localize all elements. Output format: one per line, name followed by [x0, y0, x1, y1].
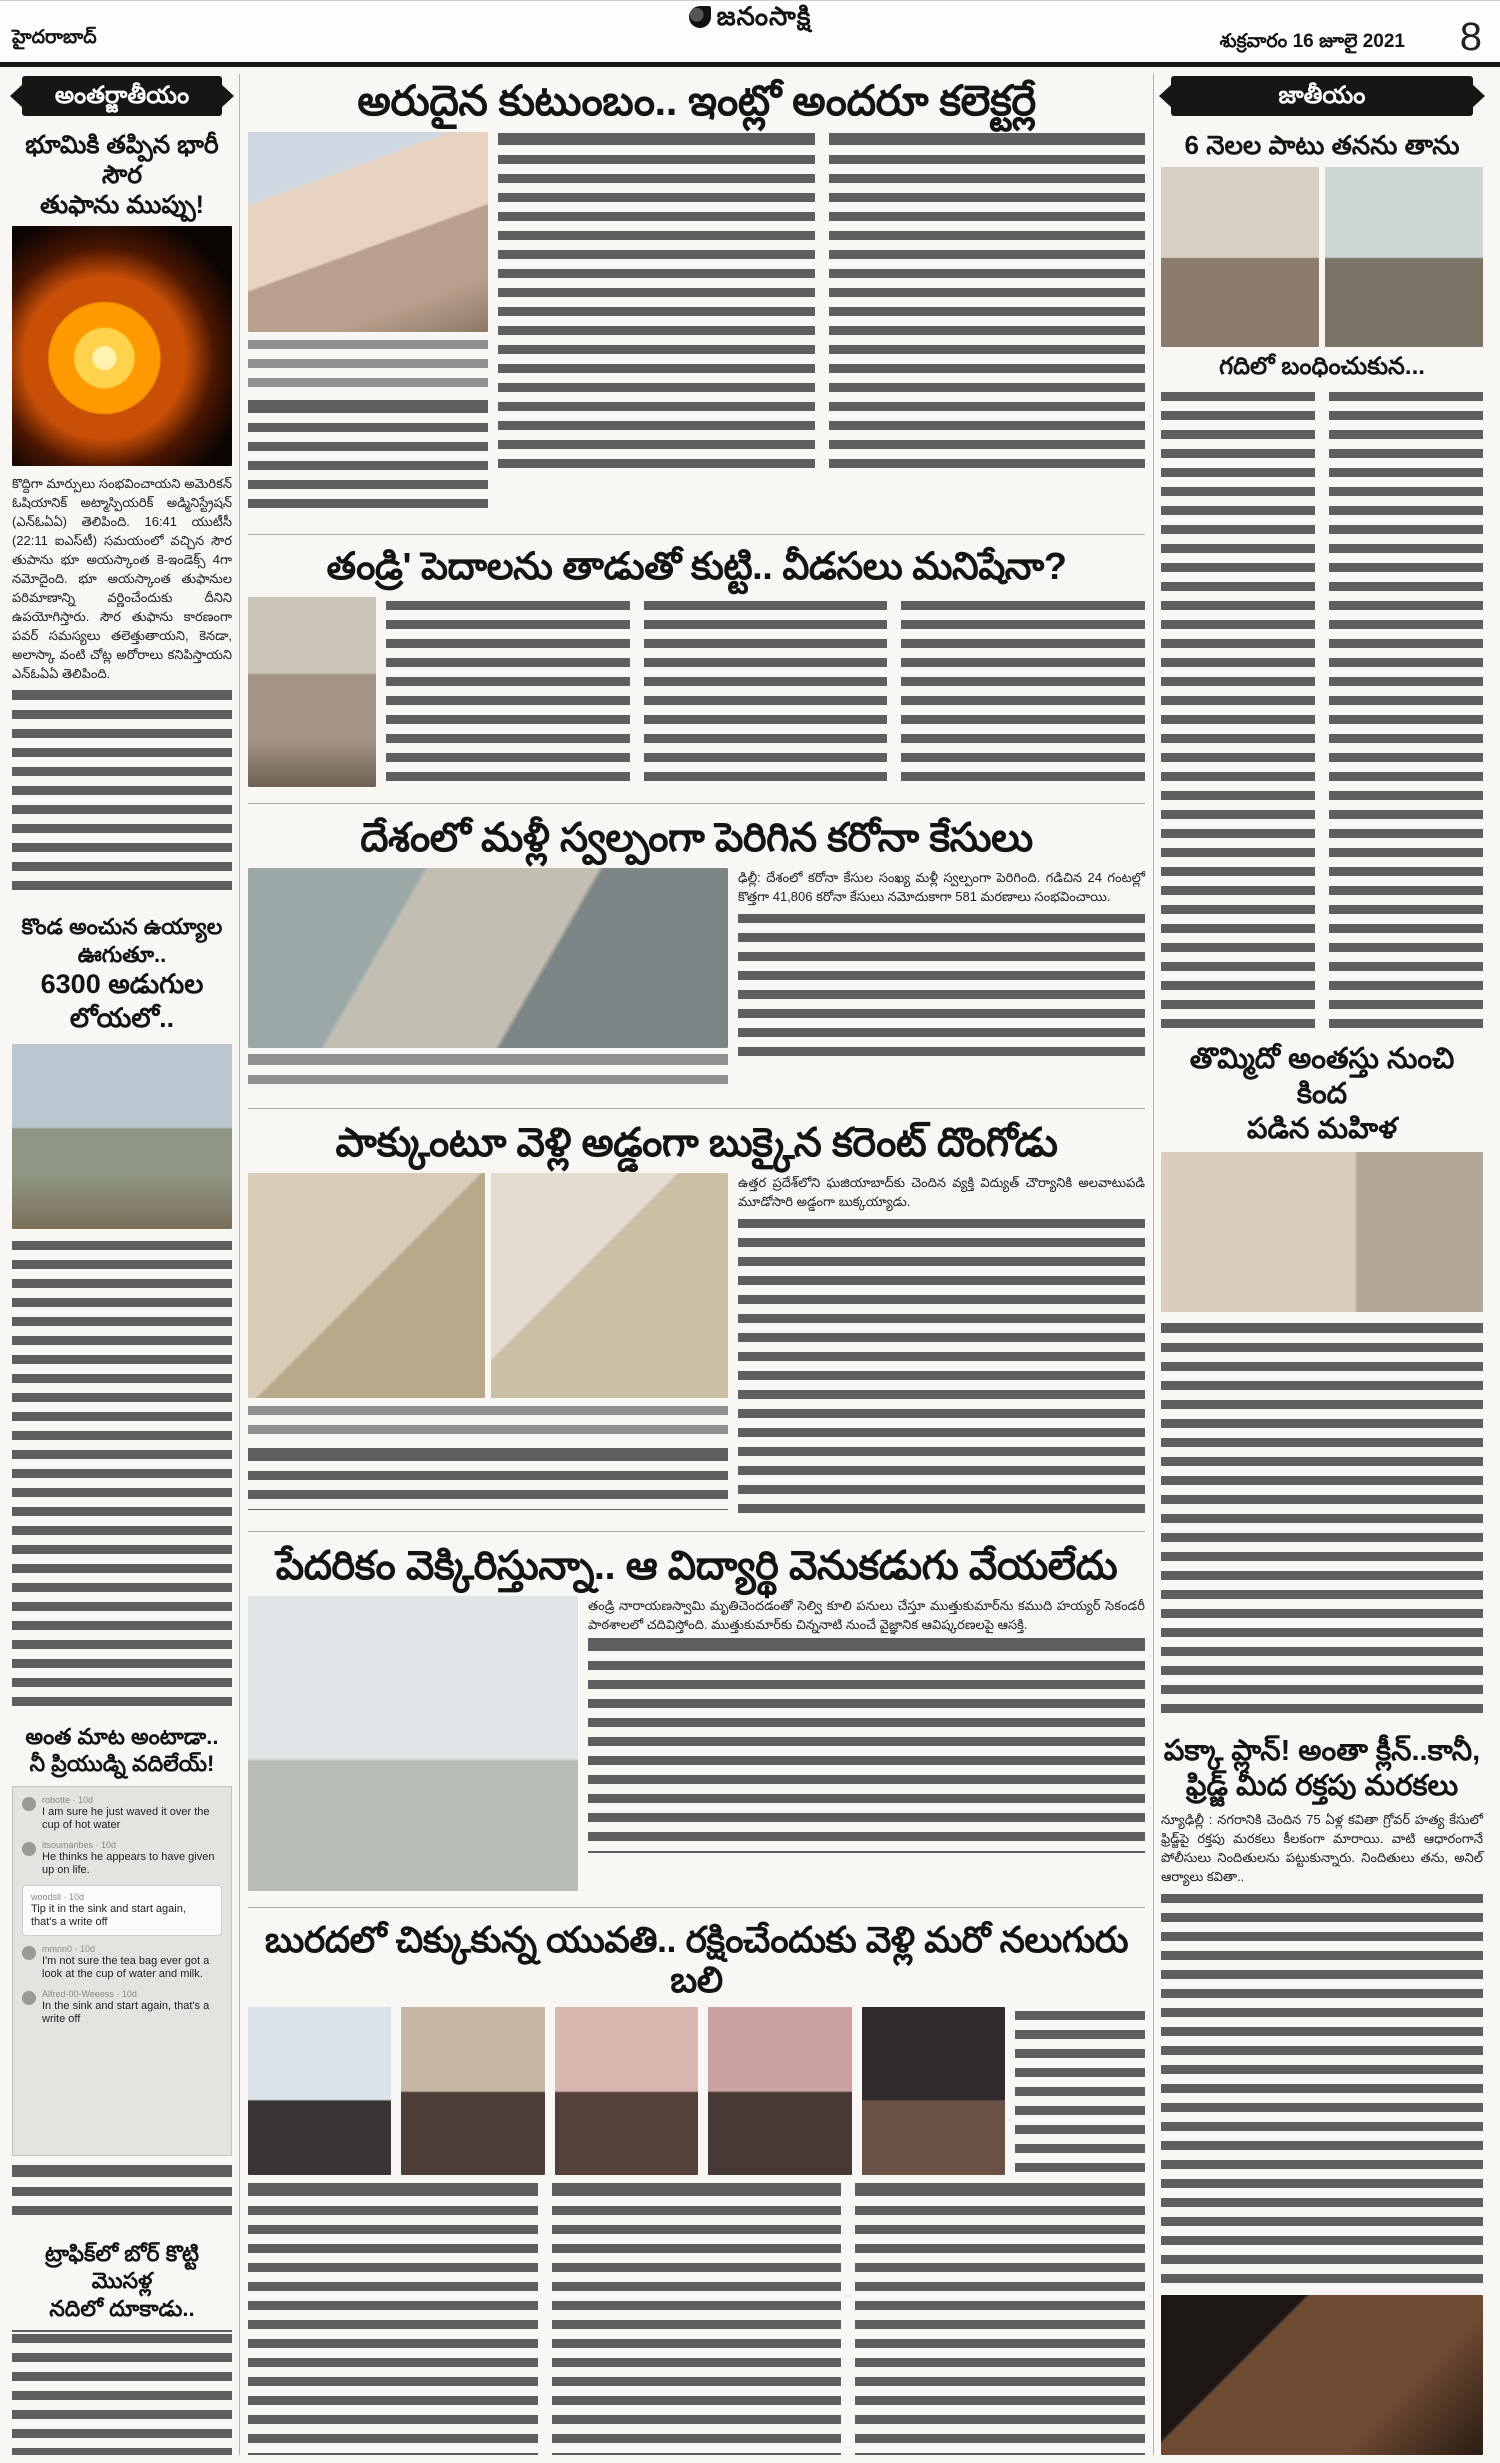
subhead-cliff-swing: కొండ అంచున ఉయ్యాల ఊగుతూ.. 6300 అడుగుల లోయలో..	[21, 914, 223, 1033]
article-text-fill	[552, 2183, 842, 2455]
article-text-fill	[644, 597, 888, 787]
photo-caption-fill	[248, 1052, 728, 1092]
corona-vaccination-photo	[248, 868, 728, 1048]
headline-current-thief: పాక్కుంటూ వెళ్లి అడ్డంగా బుక్కైన కరెంట్ దొంగోడు	[335, 1120, 1058, 1165]
headline-father-lips: తండ్రి' పెదాలను తాడుతో కుట్టి.. వీడసలు మనిషేనా?	[326, 546, 1067, 589]
article-text-fill	[855, 2183, 1145, 2455]
article-text-fill	[738, 1215, 1145, 1515]
solar-sun-photo	[12, 226, 232, 466]
article-text-fill	[248, 2183, 538, 2455]
page-header	[0, 0, 1500, 63]
student-aircraft-photo	[248, 1596, 578, 1891]
article-text-fill	[248, 400, 488, 518]
photo-caption-fill	[248, 336, 488, 392]
avatar	[22, 1842, 36, 1856]
article-text-fill	[1329, 388, 1483, 1028]
student-lead-text: తండ్రి నారాయణస్వామి మృతిచెందడంతో సెల్వి కూలి పనులు చేస్తూ ముత్తుకుమార్‌ను కముది హయ్యర్ సెకండరీ పాఠశాలలో చదివిస్తోంది. ముత్తుకుమార్‌కు చిన్ననాటి నుంచే వైజ్ఞానిక ఆవిష్కరణలపై ఆసక్తి.	[588, 1597, 1145, 1632]
article-text-fill	[1161, 1890, 1483, 2287]
article-text-fill	[588, 1638, 1145, 1853]
headline-collectors-family: అరుదైన కుటుంబం.. ఇంట్లో అందరూ కలెక్టర్లే	[357, 77, 1036, 124]
apartment-building-photo	[1161, 1152, 1483, 1312]
masthead-logo-icon	[689, 6, 711, 28]
header-rule	[0, 62, 1500, 67]
article-divider	[248, 803, 1145, 804]
article-text-fill	[1161, 1320, 1483, 1720]
article-text-fill	[386, 597, 630, 787]
thief-crawling-photo-1	[248, 1173, 485, 1398]
article-father-lips	[248, 597, 1145, 787]
headline-corona-cases: దేశంలో మళ్లీ స్వల్పంగా పెరిగిన కరోనా కేసులు	[360, 815, 1033, 860]
collectors-family-photo	[248, 132, 488, 332]
section-banner-national: జాతీయం	[1171, 76, 1473, 116]
victim-photo	[708, 2007, 851, 2175]
solar-article-text-fill	[12, 687, 232, 897]
article-divider	[248, 1108, 1145, 1109]
chat-screenshot	[12, 1786, 232, 2156]
headline-solar-storm: భూమికి తప్పిన భారీ సౌర తుఫాను ముప్పు!	[25, 131, 219, 219]
headline-woman-fall: తొమ్మిదో అంతస్తు నుంచి కింద పడిన మహిళ	[1189, 1042, 1455, 1145]
victims-photo-strip	[248, 2007, 1145, 2175]
headline-poor-student: పేదరికం వెక్కిరిస్తున్నా.. ఆ విద్యార్థి వెనుకడుగు వేయలేదు	[275, 1543, 1118, 1588]
article-collectors-family	[248, 132, 1145, 518]
photo-caption-fill	[248, 1402, 728, 1440]
victim-photo	[401, 2007, 544, 2175]
avatar	[22, 1946, 36, 1960]
victim-girl-photo	[248, 597, 376, 787]
column-international	[12, 74, 240, 2455]
article-text-fill	[248, 1448, 728, 1510]
subhead-traffic-crocodile: ట్రాఫిక్‌లో బోర్ కొట్టి మొసళ్ల నదిలో దూకాడు..	[44, 2240, 200, 2321]
tea-article-fill	[12, 2164, 232, 2224]
isolation-photos	[1161, 167, 1483, 347]
article-corona-cases	[248, 868, 1145, 1092]
masthead-title: జనంసాక్షి	[716, 1, 812, 31]
article-text-fill	[498, 132, 815, 477]
article-text-fill	[901, 597, 1145, 787]
cliff-swing-photo	[12, 1044, 232, 1229]
column-national	[1153, 74, 1483, 2455]
article-self-isolation	[1161, 388, 1483, 1028]
victim-photo	[248, 2007, 391, 2175]
thief-lead-text: ఉత్తర ప్రదేశ్‌లోని ఘజియాబాద్‌కు చెందిన వ్యక్తి విద్యుత్ చౌర్యానికి అలవాటుపడి మూడోసారి అడ్డంగా బుక్కయ్యాడు.	[738, 1174, 1145, 1209]
woman-portrait-photo-2	[1325, 167, 1483, 347]
chat-message: itsoumanbes · 10d He thinks he appears to have given up on life.	[22, 1840, 222, 1877]
article-divider	[248, 534, 1145, 535]
chat-highlight-card: woodsll · 10d Tip it in the sink and start again, that's a write off	[22, 1885, 222, 1936]
thief-crawling-photo-2	[491, 1173, 728, 1398]
avatar	[22, 1797, 36, 1811]
hands-photo	[1161, 2295, 1483, 2455]
page-number: 8	[1459, 15, 1482, 59]
edition-date: శుక్రవారం 16 జూలై 2021	[1219, 31, 1405, 52]
headline-fridge-bloodstains: పక్కా ప్లాన్! అంతా క్లీన్..కానీ, ఫ్రిడ్జ్ మీద రక్తపు మరకలు	[1163, 1735, 1481, 1803]
fridge-lead-text: న్యూఢిల్లీ : నగరానికి చెందిన 75 ఏళ్ల కవితా గ్రోవర్ హత్య కేసులో ఫ్రిడ్జ్‌పై రక్తపు మరకలు కీలకంగా మారాయి. వాటి ఆధారంగానే పోలీసులు నిందితులను పట్టుకున్నారు. నిందితులు తను, అనిల్ ఆర్యాలు కవితా..	[1161, 1811, 1483, 1884]
victim-photo	[862, 2007, 1005, 2175]
chat-message: mmnn0 · 10d I'm not sure the tea bag ever got a look at the cup of water and milk.	[22, 1944, 222, 1981]
article-divider	[248, 1907, 1145, 1908]
subhead-locked-room: గదిలో బంధించుకున...	[1219, 353, 1425, 381]
edition-city: హైదరాబాద్	[12, 27, 97, 48]
cliff-swing-article-fill	[12, 1237, 232, 1707]
solar-article-text: కొద్దిగా మార్పులు సంభవించాయని అమెరికన్ ఓషియానిక్ అట్మాస్పియరిక్ అడ్మినిస్ట్రేషన్ (ఎన్‌ఓఏఏ) తెలిపింది. 16:41 యుటీసీ (22:11 ఐఎస్‌టీ) సమయంలో వచ్చిన సౌర తుపాను భూ అయస్కాంత కె-ఇండెక్స్ 4గా నమోదైంది. భూ అయస్కాంత తుఫానుల పరిమాణాన్ని వర్ణించేందుకు దీనిని ఉపయోగిస్తారు. సౌర తుఫాను కారణంగా పవర్ సమస్యలు తలెత్తుతాయని, కెనడా, అలాస్కా వంటి చోట్ల అరోరాలు కనిపిస్తాయని ఎన్‌ఓఏఏ తెలిపింది.	[12, 476, 232, 681]
subhead-tea-chat: అంత మాట అంటాడా.. నీ ప్రియుడ్ని వదిలేయ్!	[25, 1723, 219, 1776]
traffic-article-fill	[12, 2330, 232, 2455]
article-text-fill	[829, 132, 1146, 477]
headline-mud-rescue: బురదలో చిక్కుకున్న యువతి.. రక్షించేందుకు వెళ్లి మరో నలుగురు బలి	[264, 1918, 1129, 2000]
avatar	[22, 1991, 36, 2005]
article-current-thief	[248, 1173, 1145, 1515]
article-divider	[248, 1531, 1145, 1532]
victim-photo	[555, 2007, 698, 2175]
column-middle	[248, 74, 1145, 2455]
article-text-fill	[1015, 2007, 1145, 2175]
article-poor-student	[248, 1596, 1145, 1891]
section-banner-international: అంతర్జాతీయం	[22, 76, 222, 116]
woman-portrait-photo-1	[1161, 167, 1319, 347]
article-text-fill	[1161, 388, 1315, 1028]
article-text-fill	[738, 910, 1145, 1060]
chat-message: robotte · 10d I am sure he just waved it over the cup of hot water	[22, 1795, 222, 1832]
headline-self-isolation: 6 నెలల పాటు తనను తాను	[1184, 130, 1460, 160]
chat-message: Alfred-00-Weeess · 10d In the sink and start again, that's a write off	[22, 1989, 222, 2026]
article-mud-rescue	[248, 2183, 1145, 2455]
corona-lead-text: ఢిల్లీ: దేశంలో కరోనా కేసుల సంఖ్య మళ్లీ స్వల్పంగా పెరిగింది. గడిచిన 24 గంటల్లో కొత్తగా 41,806 కరోనా కేసులు నమోదుకాగా 581 మరణాలు సంభవించాయి.	[738, 869, 1145, 904]
